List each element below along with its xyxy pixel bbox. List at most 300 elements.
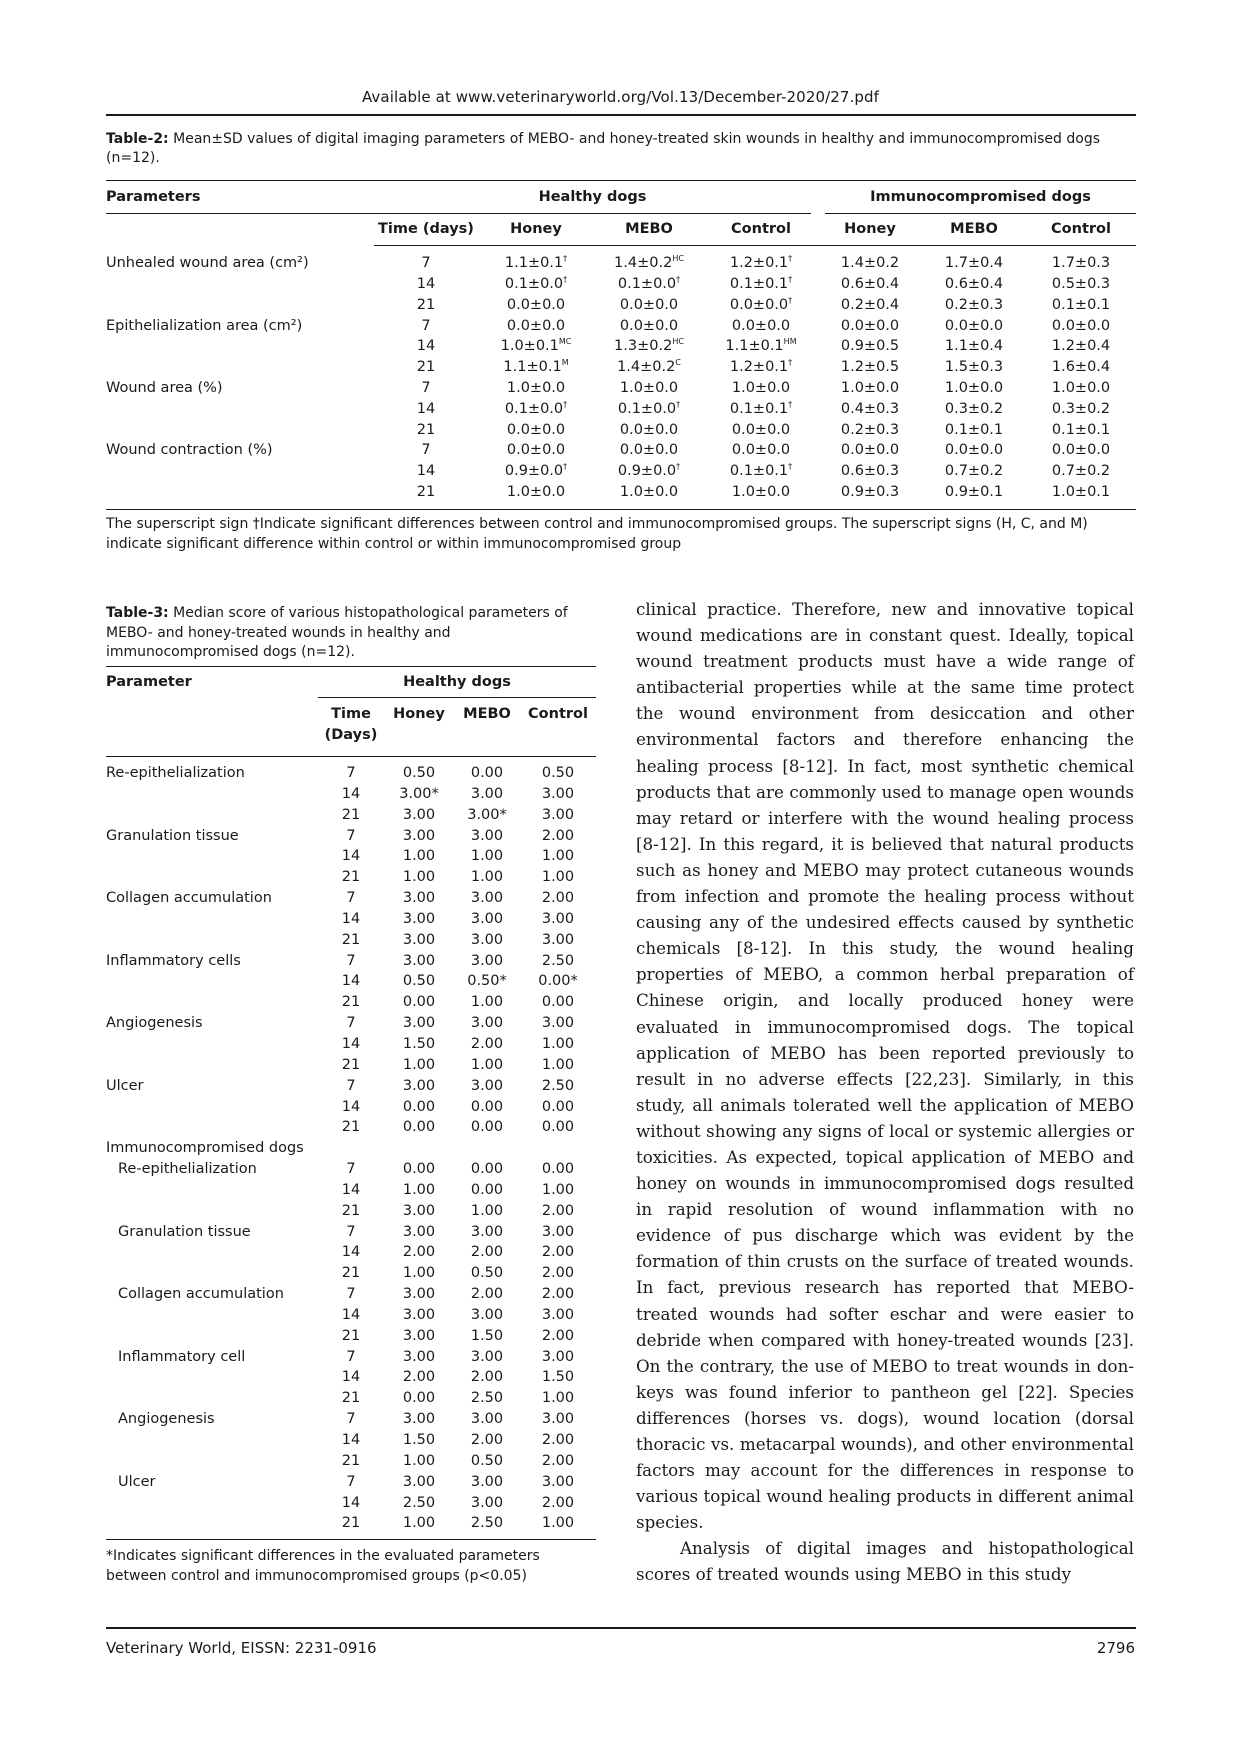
table3-parameter-cell: [106, 1263, 318, 1284]
table2-value: 1.3±0.2: [614, 338, 673, 355]
table2-time-cell: 14: [416, 275, 436, 292]
table2-value: 1.4±0.2: [840, 255, 900, 272]
table2-value-cell: [478, 482, 594, 509]
table2-superscript: HC: [672, 337, 684, 347]
table-row: [106, 1076, 596, 1097]
table3-control-cell: 1.00: [541, 1181, 575, 1198]
table-row: [106, 1305, 596, 1326]
table-row: [106, 1409, 596, 1430]
table2-value-cell: [922, 315, 1026, 336]
table2-value: 0.0±0.0: [840, 317, 900, 334]
table-row: [106, 1055, 596, 1076]
table2-value: 0.9±0.0: [504, 463, 564, 480]
table2-value-cell: [1026, 482, 1136, 509]
table3-parameter-cell: [106, 1388, 318, 1409]
table3-time-cell: 21: [341, 1327, 361, 1344]
table3-mebo-cell: 0.50*: [467, 973, 507, 990]
table3-mebo-cell: 0.50: [470, 1265, 504, 1282]
table2-value: 1.2±0.1: [729, 359, 789, 376]
table2-value-cell: [1026, 315, 1136, 336]
table-row: [106, 1451, 596, 1472]
table3-parameter-cell: Ulcer: [118, 1473, 156, 1490]
table3-mebo-cell: 3.00: [470, 1473, 504, 1490]
table-row: [106, 1367, 596, 1388]
table3-control-cell: 3.00: [541, 931, 575, 948]
table3-mebo-cell: 2.00: [470, 1369, 504, 1386]
table3-control-cell: 1.00: [541, 869, 575, 886]
body-paragraph-1: clinical practice. Therefore, new and innovative topical wound medications are in constant quest. Ideally, topical wound treatment products must have a wide range of antibacterial properties while at the same time protect the wound environment from desiccation and other environmental factors and therefore enhancing the healing process [8-12]. In fact, most synthetic chemical products that are commonly used to manage open wounds may retard or interfere with the wound healing process [8-12]. In this regard, it is believed that natural products such as honey and MEBO may protect cutaneous wounds from infection and promote the healing process without causing any of the undesired effects caused by synthetic chemicals [8-12]. In this study, the wound healing properties of MEBO, a common herbal preparation of Chinese origin, and locally produced honey were evaluated in immunocompromised dogs. The topical application of MEBO has been reported previously to result in no adverse effects [22,23]. Similarly, in this study, all animals tolerated well the application of MEBO without showing any signs of local or systemic allergies or toxicities. As expected, topical application of MEBO and honey on wounds in immunocompromised dogs resulted in rapid resolution of wound inflammation with no evidence of pus discharge which was evident by the formation of thin crusts on the surface of treated wounds. In fact, previous research has reported that MEBO-treated wounds had softer eschar and were easier to debride when compared with honey-treated wounds [23]. On the contrary, the use of MEBO to treat wounds in donkeys was found inferior to pantheon gel [22]. Species differences (horses vs. dogs), wound location (dorsal thoracic vs. metacarpal wounds), and other environmental factors may account for the differences in response to various topical wound healing products in different animal species.: [636, 599, 1134, 1533]
table3-parameter-cell: Angiogenesis: [118, 1411, 215, 1428]
table2-value: 1.6±0.4: [1051, 359, 1111, 376]
table2-value-cell: [818, 461, 922, 482]
table3-mebo-cell: 0.00: [470, 1181, 504, 1198]
table2-value-cell: [704, 315, 818, 336]
table2-value: 0.0±0.0: [506, 296, 566, 313]
table3-mebo-cell: 3.00: [470, 931, 504, 948]
table3-time-cell: 7: [346, 827, 356, 844]
table-row: [106, 1242, 596, 1263]
table2-header-time: Time (days): [374, 214, 478, 246]
table2-value: 0.6±0.4: [944, 275, 1004, 292]
table2-superscript: †: [563, 462, 568, 472]
table2-value-cell: [1026, 246, 1136, 274]
table3-time-cell: 14: [341, 1181, 361, 1198]
table3-honey-cell: 2.50: [402, 1494, 436, 1511]
table-row: [106, 784, 596, 805]
table2-parameter-cell: Wound area (%): [106, 379, 223, 396]
table2-header-h-mebo: MEBO: [594, 214, 704, 246]
table2-value: 0.0±0.0: [506, 317, 566, 334]
table2-value-cell: [594, 336, 704, 357]
table2-value: 0.1±0.1: [729, 463, 789, 480]
table3-time-cell: 21: [341, 1390, 361, 1407]
table3-honey-cell: 2.00: [402, 1369, 436, 1386]
table2-value: 0.4±0.3: [840, 400, 900, 417]
table3-parameter-cell: [106, 1034, 318, 1055]
table2-value: 1.4±0.2: [617, 359, 676, 376]
table3-parameter-cell: Inflammatory cell: [118, 1348, 246, 1365]
table2-value-cell: [704, 378, 818, 399]
table2-value-cell: [922, 482, 1026, 509]
table2-value: 0.1±0.1: [1051, 421, 1111, 438]
table-row: [106, 1513, 596, 1539]
table2-header-h-honey: Honey: [478, 214, 594, 246]
table2-value: 0.2±0.3: [944, 296, 1004, 313]
table2-value-cell: [478, 336, 594, 357]
table3-parameter-cell: [106, 805, 318, 826]
table3-parameter-cell: [106, 1201, 318, 1222]
table2-value: 1.1±0.1: [504, 255, 564, 272]
table2-value-cell: [594, 461, 704, 482]
table2-caption-text: Mean±SD values of digital imaging parameters of MEBO- and honey-treated skin wounds in healthy and immunocompromised dogs (n=12).: [106, 131, 1101, 166]
table2-value-cell: [704, 336, 818, 357]
table3-honey-cell: 3.00: [402, 910, 436, 927]
table3-control-cell: 2.00: [541, 890, 575, 907]
table3-parameter-cell: [106, 784, 318, 805]
table2-value: 0.9±0.3: [840, 483, 900, 500]
table-row: [106, 846, 596, 867]
table2-parameter-cell: Unhealed wound area (cm²): [106, 254, 309, 271]
table3-control-cell: 3.00: [541, 1473, 575, 1490]
table-row: [106, 930, 596, 951]
table2-value-cell: [478, 461, 594, 482]
table3-control-cell: 3.00: [541, 1015, 575, 1032]
table2-value: 1.0±0.0: [619, 379, 679, 396]
table-row: [106, 888, 596, 909]
table2-value-cell: [1026, 336, 1136, 357]
table-row: [106, 315, 1136, 336]
table2-value: 0.0±0.0: [619, 296, 679, 313]
table3-parameter-cell: [106, 1430, 318, 1451]
table3-mebo-cell: 0.00: [470, 765, 504, 782]
table3-parameter-cell: [106, 909, 318, 930]
table3-control-cell: 2.00: [541, 827, 575, 844]
table3-honey-cell: 0.50: [402, 765, 436, 782]
table3-time-cell: [318, 1138, 384, 1159]
table3: [106, 668, 596, 1540]
table2-value: 0.2±0.4: [840, 296, 900, 313]
table3-parameter-cell: [106, 930, 318, 951]
table2-value: 1.7±0.4: [944, 255, 1004, 272]
table3-honey-cell: 1.00: [402, 1265, 436, 1282]
table3-control-cell: 0.00: [541, 1119, 575, 1136]
table3-honey-cell: 3.00: [402, 1015, 436, 1032]
table-row: [106, 336, 1136, 357]
table2: [106, 182, 1136, 510]
table3-honey-cell: 3.00: [402, 890, 436, 907]
table2-time-cell: 14: [416, 463, 436, 480]
table3-mebo-cell: 2.50: [470, 1390, 504, 1407]
table3-time-cell: 21: [341, 1265, 361, 1282]
table2-value-cell: [704, 295, 818, 316]
table3-time-cell: 21: [341, 1202, 361, 1219]
table2-parameter-cell: [106, 461, 374, 482]
table2-value-cell: [922, 336, 1026, 357]
table2-value-cell: [704, 461, 818, 482]
table2-value: 0.0±0.0: [506, 442, 566, 459]
table-row: [106, 419, 1136, 440]
table3-control-cell: 0.50: [541, 765, 575, 782]
table3-control-cell: 0.00: [541, 1161, 575, 1178]
table2-value: 1.0±0.0: [619, 483, 679, 500]
table3-honey-cell: 1.50: [402, 1432, 436, 1449]
table2-value: 0.0±0.0: [840, 442, 900, 459]
table3-parameter-cell: [106, 1451, 318, 1472]
table-row: [106, 378, 1136, 399]
table-row: [106, 826, 596, 847]
table3-header-mebo: MEBO: [454, 698, 520, 757]
table3-honey-cell: 3.00: [402, 1077, 436, 1094]
table3-header-parameter: Parameter: [106, 674, 192, 691]
table2-superscript: †: [788, 462, 793, 472]
table3-parameter-cell: [106, 1242, 318, 1263]
table3-control-cell: 3.00: [541, 1223, 575, 1240]
table2-value-cell: [1026, 378, 1136, 399]
table2-superscript: †: [788, 399, 793, 409]
table3-mebo-cell: 3.00: [470, 1494, 504, 1511]
table2-value-cell: [478, 246, 594, 274]
table2-value-cell: [594, 419, 704, 440]
table3-parameter-cell: [106, 846, 318, 867]
table-row: [106, 1013, 596, 1034]
table-row: [106, 1117, 596, 1138]
table2-value-cell: [1026, 419, 1136, 440]
table2-value: 1.0±0.0: [506, 379, 566, 396]
table3-mebo-cell: 3.00: [470, 827, 504, 844]
table2-time-cell: 21: [374, 482, 478, 509]
table3-honey-cell: 3.00: [402, 952, 436, 969]
table2-value-cell: [818, 378, 922, 399]
table3-honey-cell: 1.00: [402, 1056, 436, 1073]
table3-mebo-cell: 1.50: [470, 1327, 504, 1344]
table3-parameter-cell: [106, 1367, 318, 1388]
footer-journal: Veterinary World, EISSN: 2231-0916: [106, 1639, 377, 1657]
table3-parameter-cell: [106, 1180, 318, 1201]
table2-superscript: †: [676, 274, 681, 284]
table3-mebo-cell: 3.00*: [467, 806, 507, 823]
header-rule: [106, 114, 1136, 116]
table3-top-rule: [106, 666, 596, 667]
table2-time-cell: 14: [416, 338, 436, 355]
table2-value: 1.0±0.0: [944, 379, 1004, 396]
table2-superscript: †: [676, 462, 681, 472]
table2-value: 0.0±0.0: [731, 442, 791, 459]
table2-value-cell: [1026, 295, 1136, 316]
table3-time-cell: 7: [346, 1411, 356, 1428]
table3-mebo-cell: [454, 1138, 520, 1159]
table2-header-i-mebo: MEBO: [922, 214, 1026, 246]
table2-value-cell: [818, 419, 922, 440]
table2-value: 0.0±0.0: [944, 317, 1004, 334]
table2-superscript: †: [788, 295, 793, 305]
table2-value-cell: [594, 357, 704, 378]
table3-mebo-cell: 1.00: [470, 1202, 504, 1219]
table2-value-cell: [1026, 461, 1136, 482]
table2-superscript: †: [788, 358, 793, 368]
table3-parameter-cell: [106, 1326, 318, 1347]
table3-mebo-cell: 3.00: [470, 910, 504, 927]
table3-honey-cell: 3.00: [402, 1473, 436, 1490]
table3-control-cell: 3.00: [541, 1306, 575, 1323]
table3-time-cell: 7: [346, 1223, 356, 1240]
table3-control-cell: 3.00: [541, 910, 575, 927]
table3-honey-cell: 0.00: [402, 1119, 436, 1136]
table3-time-cell: 21: [341, 869, 361, 886]
table3-caption: [106, 604, 596, 663]
table2-value-cell: [922, 295, 1026, 316]
table-row: [106, 1430, 596, 1451]
table3-parameter-cell: [106, 1305, 318, 1326]
table2-value-cell: [704, 246, 818, 274]
table3-time-cell: 14: [341, 1035, 361, 1052]
table2-value-cell: [704, 419, 818, 440]
table2-value: 1.1±0.1: [503, 359, 562, 376]
table3-time-cell: 14: [341, 1494, 361, 1511]
table2-parameter-cell: [106, 295, 374, 316]
table3-control-cell: 3.00: [541, 785, 575, 802]
table2-header-healthy: Healthy dogs: [374, 182, 818, 214]
table3-header-healthy: Healthy dogs: [318, 668, 596, 698]
table3-mebo-cell: 2.00: [470, 1244, 504, 1261]
table3-time-cell: 14: [341, 1432, 361, 1449]
table2-value-cell: [1026, 399, 1136, 420]
table2-value-cell: [818, 399, 922, 420]
table2-value-cell: [922, 357, 1026, 378]
table2-value: 0.1±0.0: [504, 275, 564, 292]
table2-header-i-honey: Honey: [818, 214, 922, 246]
table2-value: 1.0±0.0: [731, 379, 791, 396]
table3-time-cell: 7: [346, 765, 356, 782]
table-row: [106, 399, 1136, 420]
table3-mebo-cell: 3.00: [470, 1306, 504, 1323]
table2-value: 0.1±0.0: [617, 400, 677, 417]
table3-control-cell: [520, 1138, 596, 1159]
table2-label: Table-2:: [106, 131, 169, 147]
table-row: [106, 1493, 596, 1514]
table3-mebo-cell: 1.00: [470, 869, 504, 886]
table2-value: 0.7±0.2: [944, 463, 1004, 480]
table-row: [106, 1138, 596, 1159]
table2-time-cell: 21: [416, 296, 436, 313]
table3-mebo-cell: 3.00: [470, 1348, 504, 1365]
table3-control-cell: 1.00: [541, 1056, 575, 1073]
table3-parameter-cell: Angiogenesis: [106, 1015, 203, 1032]
table3-mebo-cell: 3.00: [470, 1223, 504, 1240]
table3-control-cell: 2.00: [541, 1494, 575, 1511]
table2-value: 1.0±0.0: [731, 483, 791, 500]
table-row: [106, 1472, 596, 1493]
table2-value: 0.0±0.0: [619, 442, 679, 459]
table2-value-cell: [478, 440, 594, 461]
table3-control-cell: 2.00: [541, 1327, 575, 1344]
table3-label: Table-3:: [106, 605, 169, 621]
table2-value: 1.0±0.1: [500, 338, 559, 355]
table2-value: 1.2±0.1: [729, 255, 789, 272]
table2-value-cell: [1026, 440, 1136, 461]
table3-mebo-cell: 2.00: [470, 1432, 504, 1449]
table2-value: 0.0±0.0: [944, 442, 1004, 459]
table2-parameter-cell: Wound contraction (%): [106, 442, 273, 459]
table3-control-cell: 3.00: [541, 1411, 575, 1428]
table3-honey-cell: 0.00: [402, 1161, 436, 1178]
table-row: [106, 971, 596, 992]
table2-value-cell: [1026, 357, 1136, 378]
table-row: [106, 246, 1136, 274]
table3-mebo-cell: 3.00: [470, 1015, 504, 1032]
table-row: [106, 1263, 596, 1284]
table3-parameter-cell: Ulcer: [106, 1077, 144, 1094]
table2-superscript: †: [788, 254, 793, 264]
table2-value-cell: [478, 399, 594, 420]
table2-superscript: M: [561, 358, 569, 368]
table3-time-cell: 7: [346, 1286, 356, 1303]
table3-header-control: Control: [520, 698, 596, 757]
table3-honey-cell: 3.00: [402, 1286, 436, 1303]
table3-honey-cell: 3.00: [402, 1202, 436, 1219]
table2-time-cell: 7: [421, 255, 431, 272]
table2-value-cell: [818, 336, 922, 357]
running-head: Available at www.veterinaryworld.org/Vol.13/December-2020/27.pdf: [361, 88, 880, 106]
table3-parameter-cell: [106, 867, 318, 888]
table3-honey-cell: 1.00: [402, 869, 436, 886]
table2-value-cell: [478, 295, 594, 316]
table3-time-cell: 21: [318, 1513, 384, 1539]
table2-value-cell: [594, 315, 704, 336]
table2-value-cell: [818, 315, 922, 336]
table3-mebo-cell: 0.00: [470, 1161, 504, 1178]
table-row: [106, 1180, 596, 1201]
table2-value: 0.1±0.0: [504, 400, 564, 417]
table3-parameter-cell: Collagen accumulation: [106, 890, 272, 907]
table2-value: 0.3±0.2: [944, 400, 1004, 417]
table2-value: 0.9±0.0: [617, 463, 677, 480]
table3-time-cell: 14: [341, 785, 361, 802]
table2-value: 1.0±0.0: [1051, 379, 1111, 396]
table2-value: 1.5±0.3: [944, 359, 1004, 376]
table2-header-immuno: Immunocompromised dogs: [818, 182, 1136, 214]
table2-parameter-cell: [106, 399, 374, 420]
table3-mebo-cell: 2.50: [454, 1513, 520, 1539]
table3-control-cell: 1.50: [541, 1369, 575, 1386]
table2-value-cell: [478, 378, 594, 399]
table3-control-cell: 0.00: [541, 994, 575, 1011]
table-row: [106, 1284, 596, 1305]
table2-value: 0.7±0.2: [1051, 463, 1111, 480]
table2-value-cell: [922, 461, 1026, 482]
table2-value: 0.9±0.1: [944, 483, 1004, 500]
table2-value: 1.1±0.4: [944, 338, 1004, 355]
table2-parameter-cell: [106, 482, 374, 509]
table3-honey-cell: 1.00: [402, 848, 436, 865]
table3-time-cell: 14: [341, 1369, 361, 1386]
footer-rule: [106, 1627, 1136, 1629]
table3-parameter-cell: Granulation tissue: [118, 1223, 251, 1240]
table3-time-cell: 7: [346, 1077, 356, 1094]
table2-value: 1.0±0.1: [1051, 483, 1111, 500]
table3-honey-cell: 0.00: [402, 994, 436, 1011]
table3-time-cell: 7: [346, 1348, 356, 1365]
table3-honey-cell: 3.00: [402, 1306, 436, 1323]
table3-control-cell: 3.00: [541, 806, 575, 823]
table3-time-cell: 14: [341, 910, 361, 927]
table3-control-cell: 2.00: [541, 1286, 575, 1303]
table2-superscript: MC: [558, 337, 572, 347]
table-row: [106, 1159, 596, 1180]
table2-parameter-cell: [106, 419, 374, 440]
table3-parameter-cell: [106, 992, 318, 1013]
table3-parameter-cell: Inflammatory cells: [106, 952, 241, 969]
table3-honey-cell: 3.00: [402, 1223, 436, 1240]
table3-control-cell: 2.00: [541, 1265, 575, 1282]
table3-control-cell: 2.50: [541, 952, 575, 969]
table2-caption: [106, 130, 1136, 168]
table2-value: 1.4±0.2: [614, 255, 673, 272]
table2-value-cell: [594, 246, 704, 274]
table3-parameter-cell: Immunocompromised dogs: [106, 1140, 304, 1157]
table3-honey-cell: 3.00*: [399, 785, 439, 802]
table3-control-cell: 1.00: [541, 1390, 575, 1407]
table2-value-cell: [478, 357, 594, 378]
table2-value: 0.0±0.0: [619, 317, 679, 334]
table2-superscript: †: [563, 254, 568, 264]
table2-value: 0.1±0.1: [729, 400, 789, 417]
table2-value: 0.0±0.0: [1051, 442, 1111, 459]
table3-honey-cell: 1.00: [402, 1452, 436, 1469]
table2-value-cell: [922, 419, 1026, 440]
table2-superscript: †: [788, 274, 793, 284]
table3-mebo-cell: 1.00: [470, 848, 504, 865]
table2-time-cell: 14: [416, 400, 436, 417]
